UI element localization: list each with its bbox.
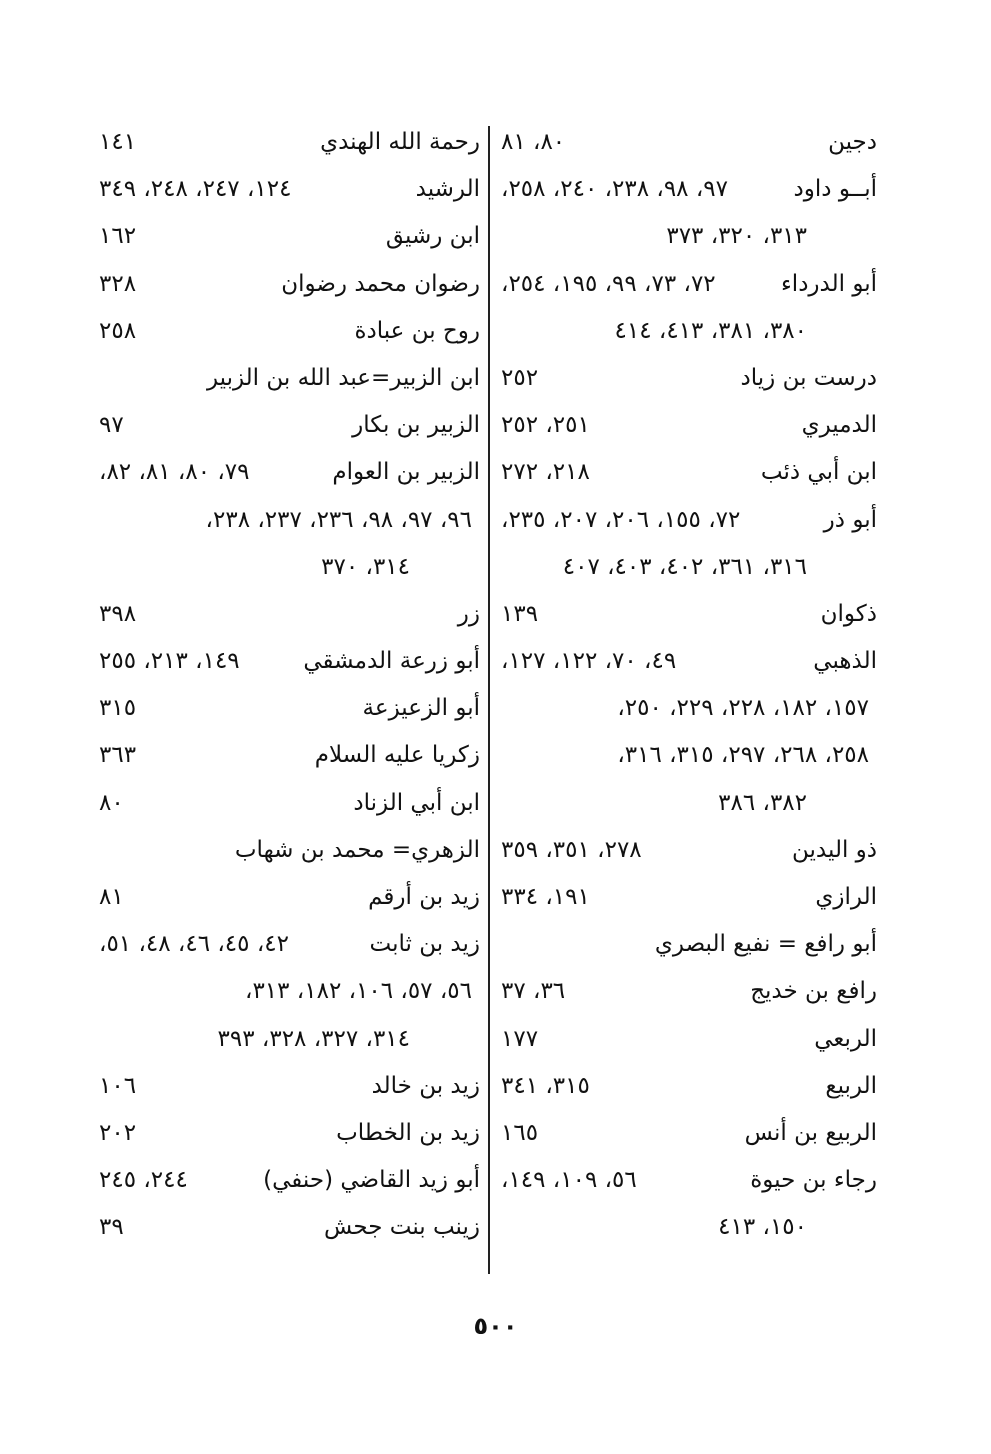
index-entry — [95, 213, 480, 260]
entry-pages: ١٤٩، ٢١٣، ٢٥٥ — [99, 648, 240, 675]
entry-pages: ٥٦، ١٠٩، ١٤٩، — [501, 1167, 637, 1194]
entry-pages: ١٥٠، ٤١٣ — [718, 1214, 807, 1241]
entry-pages: ٢٥١، ٢٥٢ — [501, 412, 590, 439]
entry-name: ابن الزبير=عبد الله بن الزبير — [206, 364, 480, 391]
entry-name: الزهري= محمد بن شهاب — [234, 836, 480, 863]
entry-name: الدميري — [801, 412, 877, 439]
entry-name: زيد بن الخطاب — [336, 1119, 480, 1146]
entry-pages: ٣١٤، ٣٢٧، ٣٢٨، ٣٩٣ — [217, 1025, 410, 1052]
entry-pages: ٧٢، ١٥٥، ٢٠٦، ٢٠٧، ٢٣٥، — [501, 506, 741, 533]
entry-pages: ٢٥٢ — [501, 364, 539, 391]
index-entry-continuation — [497, 780, 877, 827]
entry-name: الربعي — [814, 1025, 877, 1052]
entry-name: أبو الزعيزعة — [362, 695, 480, 722]
entry-name: أبو رافع = نفيع البصري — [654, 931, 877, 958]
index-entry-continuation — [497, 308, 877, 355]
index-entry — [95, 1110, 480, 1157]
index-entry — [95, 874, 480, 921]
index-entry — [497, 1110, 877, 1157]
entry-name: الربيع بن أنس — [744, 1119, 877, 1146]
entry-pages: ٨١ — [99, 884, 124, 910]
entry-pages: ٢١٨، ٢٧٢ — [501, 459, 590, 486]
index-entry — [497, 1157, 877, 1204]
index-entry — [95, 780, 480, 827]
entry-name: درست بن زياد — [740, 364, 877, 391]
index-entry — [497, 402, 877, 449]
entry-pages: ٣٦، ٣٧ — [501, 978, 566, 1005]
index-entry-continuation — [95, 544, 480, 591]
index-entry — [497, 827, 877, 874]
entry-name: رافع بن خديج — [750, 978, 877, 1005]
entry-pages: ٣٨٠، ٣٨١، ٤١٣، ٤١٤ — [614, 317, 807, 344]
index-entry — [95, 921, 480, 968]
entry-pages: ٣١٥، ٣٤١ — [501, 1072, 590, 1099]
entry-pages: ١٤١ — [99, 129, 137, 155]
entry-name: رجاء بن حيوة — [750, 1167, 877, 1194]
entry-name: رضوان محمد رضوان — [281, 270, 480, 297]
entry-pages: ٣١٤، ٣٧٠ — [321, 553, 410, 580]
index-entry-continuation — [95, 497, 480, 544]
entry-name: ابن رشيق — [385, 223, 480, 250]
entry-pages: ٣٢٨ — [99, 270, 137, 297]
entry-pages: ٩٧، ٩٨، ٢٣٨، ٢٤٠، ٢٥٨، — [501, 176, 728, 203]
index-entry — [497, 119, 877, 166]
entry-name: زينب بنت جحش — [324, 1214, 480, 1241]
entry-name: الذهبي — [813, 648, 877, 675]
entry-name: رحمة الله الهندي — [320, 129, 480, 155]
entry-pages: ٤٩، ٧٠، ١٢٢، ١٢٧، — [501, 648, 677, 675]
entry-name: أبو زرعة الدمشقي — [303, 648, 480, 675]
index-entry — [95, 166, 480, 213]
index-entry — [497, 166, 877, 213]
entry-pages: ١٦٢ — [99, 223, 137, 250]
entry-pages: ١٥٧، ١٨٢، ٢٢٨، ٢٢٩، ٢٥٠، — [617, 695, 869, 722]
index-entry — [497, 874, 877, 921]
index-entry — [497, 591, 877, 638]
entry-name: ذو اليدين — [792, 836, 877, 863]
index-entry — [95, 119, 480, 166]
index-entry — [497, 921, 877, 968]
index-entry-continuation — [497, 544, 877, 591]
entry-name: زيد بن ثابت — [369, 931, 480, 958]
index-entry — [95, 1204, 480, 1251]
entry-pages: ١٦٥ — [501, 1119, 539, 1146]
entry-pages: ٢٥٨ — [99, 317, 137, 344]
entry-pages: ٧٢، ٧٣، ٩٩، ١٩٥، ٢٥٤، — [501, 270, 716, 297]
entry-name: ابن أبي ذئب — [760, 459, 877, 486]
entry-pages: ٧٩، ٨٠، ٨١، ٨٢، — [99, 459, 250, 486]
entry-pages: ٢٥٨، ٢٦٨، ٢٩٧، ٣١٥، ٣١٦، — [617, 742, 869, 769]
column-divider — [488, 126, 490, 1274]
entry-name: دجين — [828, 129, 877, 155]
index-entry — [497, 1063, 877, 1110]
index-entry-continuation — [95, 968, 480, 1015]
index-entry — [497, 449, 877, 496]
index-entry — [497, 497, 877, 544]
index-entry-continuation — [497, 213, 877, 260]
entry-pages: ٩٦، ٩٧، ٩٨، ٢٣٦، ٢٣٧، ٢٣٨، — [205, 506, 472, 533]
entry-name: الرشيد — [415, 176, 480, 203]
entry-pages: ٤٢، ٤٥، ٤٦، ٤٨، ٥١، — [99, 931, 289, 958]
entry-pages: ٣٩ — [99, 1214, 124, 1241]
entry-pages: ١٩١، ٣٣٤ — [501, 884, 590, 910]
entry-pages: ٩٧ — [99, 412, 124, 439]
index-entry-continuation — [497, 1204, 877, 1251]
index-entry — [95, 685, 480, 732]
entry-pages: ٣١٣، ٣٢٠، ٣٧٣ — [666, 223, 807, 250]
index-column-left — [95, 119, 480, 1252]
index-entry — [95, 261, 480, 308]
entry-pages: ١٢٤، ٢٤٧، ٢٤٨، ٣٤٩ — [99, 176, 292, 203]
index-entry — [497, 1016, 877, 1063]
entry-pages: ٢٤٤، ٢٤٥ — [99, 1167, 188, 1194]
entry-pages: ١٧٧ — [501, 1025, 539, 1052]
page-number: ٥٠٠ — [473, 1312, 518, 1340]
entry-name: الربيع — [825, 1072, 877, 1099]
index-entry — [497, 355, 877, 402]
entry-pages: ٣٦٣ — [99, 742, 137, 769]
index-entry — [95, 449, 480, 496]
entry-name: زكريا عليه السلام — [314, 742, 480, 769]
entry-name: الزبير بن بكار — [352, 412, 480, 439]
index-entry — [95, 1063, 480, 1110]
entry-name: أبو زيد القاضي (حنفي) — [263, 1167, 480, 1194]
entry-pages: ٨٠ — [99, 789, 124, 816]
entry-pages: ١٠٦ — [99, 1072, 137, 1099]
entry-name: أبو الدرداء — [780, 270, 877, 297]
index-entry — [95, 1157, 480, 1204]
entry-name: الزبير بن العوام — [332, 459, 480, 486]
entry-name: أبــو داود — [793, 176, 877, 203]
index-entry — [95, 591, 480, 638]
entry-pages: ٣١٦، ٣٦١، ٤٠٢، ٤٠٣، ٤٠٧ — [562, 553, 807, 580]
entry-pages: ٣١٥ — [99, 695, 137, 722]
index-entry — [95, 732, 480, 779]
entry-name: أبو ذر — [823, 506, 877, 533]
index-entry — [497, 638, 877, 685]
entry-pages: ٥٦، ٥٧، ١٠٦، ١٨٢، ٣١٣، — [245, 978, 472, 1005]
entry-name: ابن أبي الزناد — [353, 789, 480, 816]
index-entry-continuation — [95, 1016, 480, 1063]
index-entry — [95, 827, 480, 874]
entry-name: زر — [457, 600, 480, 627]
index-entry — [497, 261, 877, 308]
index-column-right — [497, 119, 877, 1252]
entry-name: ذكوان — [820, 600, 877, 627]
entry-name: الرازي — [815, 884, 877, 910]
index-entry — [95, 308, 480, 355]
index-entry — [95, 355, 480, 402]
entry-pages: ١٣٩ — [501, 600, 539, 627]
index-entry-continuation — [497, 732, 877, 779]
entry-pages: ٢٠٢ — [99, 1119, 137, 1146]
entry-pages: ٨٠، ٨١ — [501, 129, 566, 155]
entry-name: زيد بن أرقم — [368, 884, 480, 910]
entry-name: زيد بن خالد — [371, 1072, 480, 1099]
entry-name: روح بن عبادة — [354, 317, 480, 344]
index-entry-continuation — [497, 685, 877, 732]
entry-pages: ٣٩٨ — [99, 600, 137, 627]
entry-pages: ٢٧٨، ٣٥١، ٣٥٩ — [501, 836, 642, 863]
index-entry — [95, 402, 480, 449]
entry-pages: ٣٨٢، ٣٨٦ — [718, 789, 807, 816]
index-entry — [95, 638, 480, 685]
index-entry — [497, 968, 877, 1015]
